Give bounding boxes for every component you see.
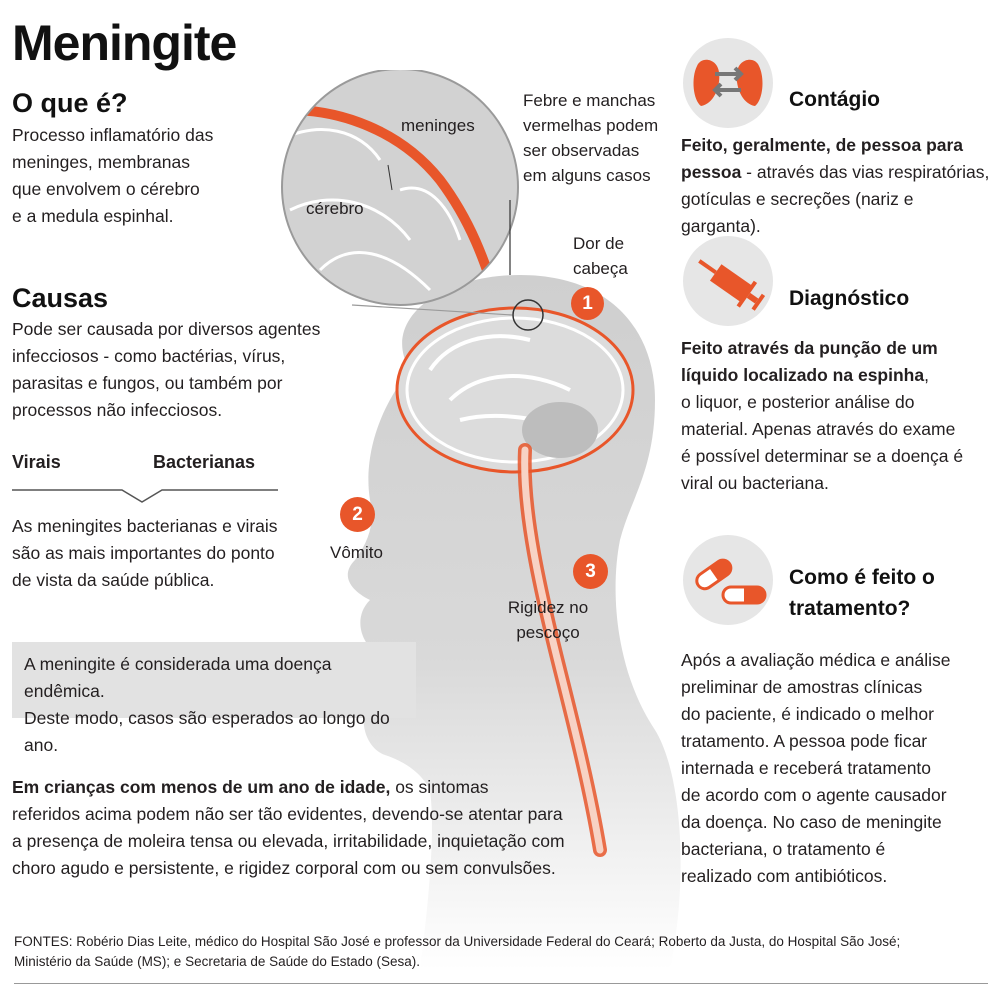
symptom-3-label: Rigidez no pescoço [507, 598, 589, 642]
symptom-3-badge: 3 [573, 554, 608, 589]
brain-shape [397, 308, 633, 472]
causas-heading: Causas [12, 283, 109, 313]
symptom-1-label: Dor de cabeça [573, 234, 628, 278]
tratamento-text: Após a avaliação médica e análise preliminar de amostras clínicas do paciente, é indicado o melhor tratamento. A pessoa pode ficar internada e receberá tratamento de acordo com o agente causador da doença. No caso de meningite bacteriana, o tratamento é realizado com antibióticos. [681, 650, 951, 886]
sources-footer: FONTES: Robério Dias Leite, médico do Hospital São José e professor da Universidade Federal do Ceará; Roberto da Justa, do Hospital São José; Ministério da Saúde (MS); e Secretaria de Saúde do Estado (Sesa). [14, 934, 901, 969]
causas-compare-text: As meningites bacterianas e virais são as mais importantes do ponto de vista da saúde pública. [12, 516, 278, 590]
bacterianas-label: Bacterianas [153, 452, 256, 472]
symptom-1-badge: 1 [571, 287, 604, 320]
page-title: Meningite [12, 15, 237, 71]
contagio-heading: Contágio [789, 88, 880, 111]
children-paragraph: Em crianças com menos de um ano de idade, os sintomas referidos acima podem não ser tão evidentes, devendo-se atentar para a presença de moleira tensa ou elevada, irritabilidade, inquietação com choro agudo e persistente, e rigidez corporal com ou sem convulsões. [12, 777, 565, 878]
o-que-e-heading: O que é? [12, 88, 128, 118]
virais-label: Virais [12, 452, 61, 472]
o-que-e-text: Processo inflamatório das meninges, membranas que envolvem o cérebro e a medula espinhal. [12, 125, 214, 226]
cerebro-label: cérebro [306, 199, 364, 218]
meninges-label: meninges [401, 116, 475, 135]
endemic-note-box: A meningite é considerada uma doença endêmica. Deste modo, casos são esperados ao longo do ano. [12, 642, 416, 718]
diagnostico-text: Feito através da punção de um líquido localizado na espinha, o liquor, e posterior análise do material. Apenas através do exame é possível determinar se a doença é viral ou bacteriana. [681, 338, 964, 493]
comparison-divider [12, 484, 278, 506]
contagio-text: Feito, geralmente, de pessoa para pessoa - através das vias respiratórias, gotículas e secreções (nariz e garganta). [681, 135, 990, 236]
pill-capsule-icon [683, 535, 773, 625]
diagnostico-heading: Diagnóstico [789, 287, 910, 310]
tratamento-heading: Como é feito o tratamento? [789, 566, 935, 620]
causas-text: Pode ser causada por diversos agentes infecciosos - como bactérias, vírus, parasitas e fungos, ou também por processos não infecciosos. [12, 319, 321, 420]
footer-divider [14, 983, 988, 984]
lungs-contagion-icon [683, 38, 773, 128]
symptom-2-label: Vômito [330, 543, 383, 562]
syringe-icon [683, 236, 773, 326]
febre-note: Febre e manchas vermelhas podem ser observadas em alguns casos [523, 91, 659, 185]
symptom-2-badge: 2 [340, 497, 375, 532]
